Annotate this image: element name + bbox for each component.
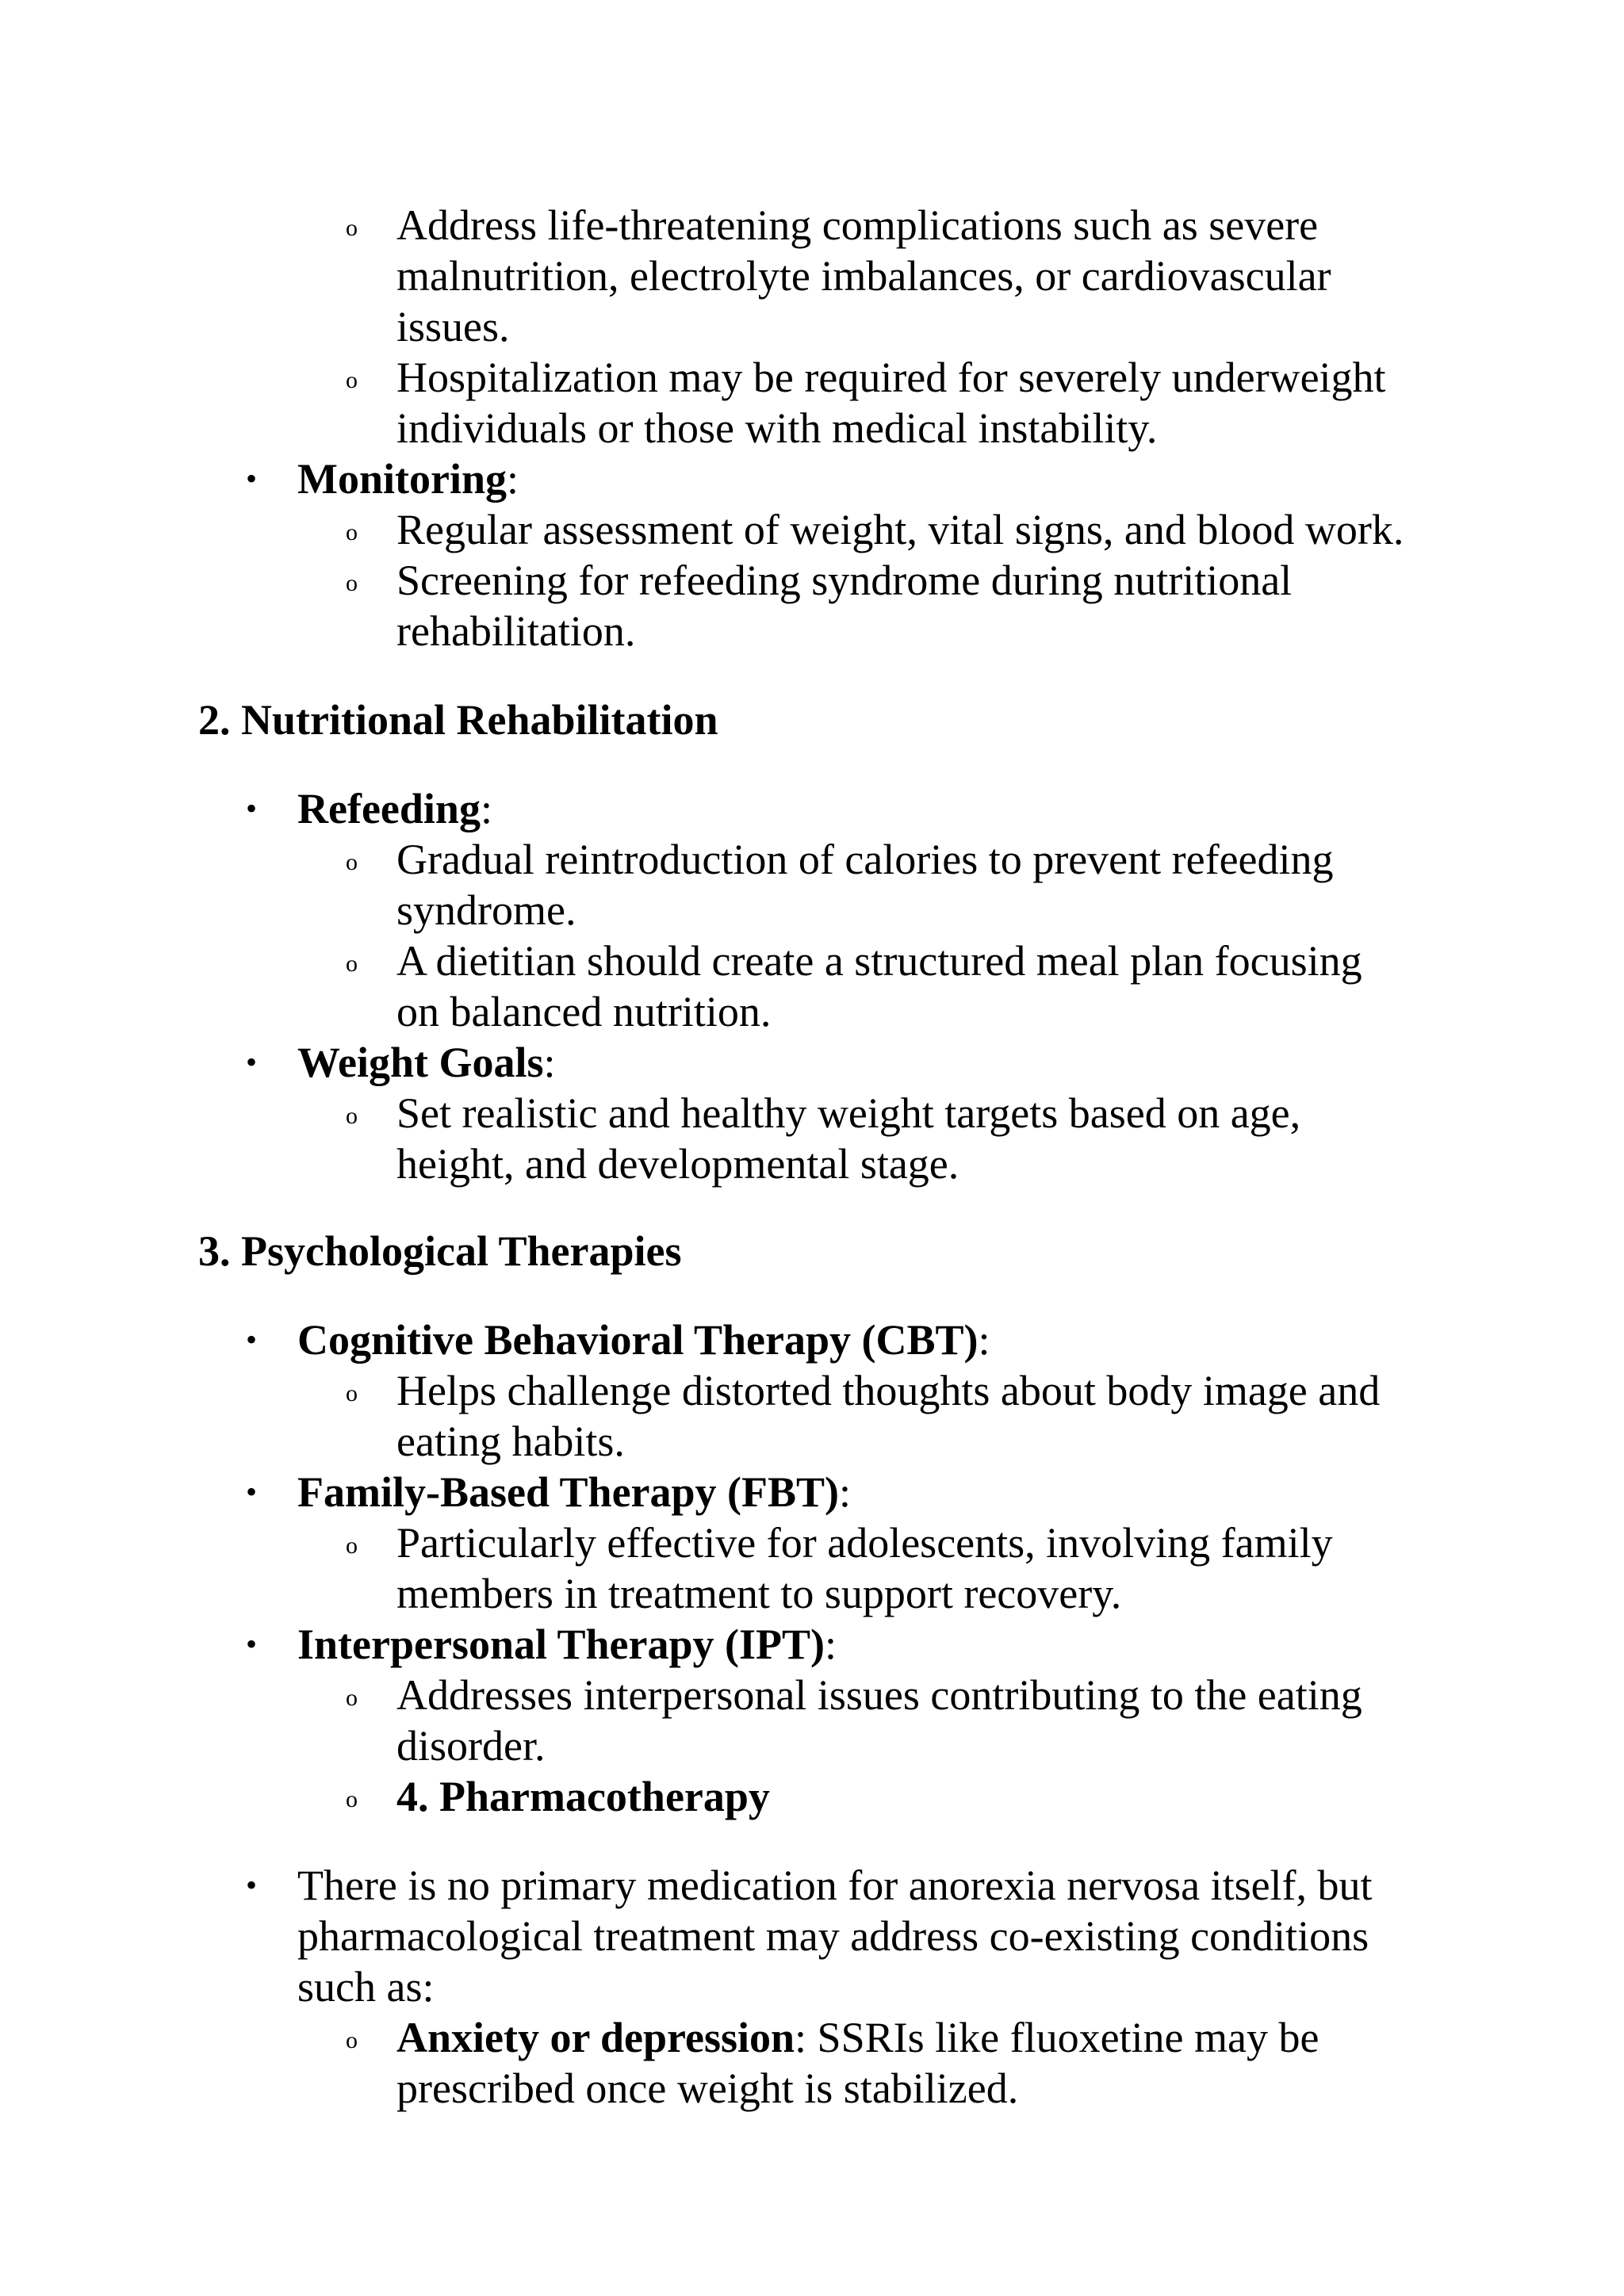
list-item-rest: : SSRIs like fluoxetine may be bbox=[795, 2014, 1320, 2061]
list-marker-bullet: • bbox=[246, 790, 258, 826]
list-item-refeeding bbox=[297, 783, 492, 834]
list-marker-circle: o bbox=[346, 1533, 358, 1559]
list-item-text: Screening for refeeding syndrome during nutritional bbox=[396, 557, 1293, 604]
colon: : bbox=[507, 455, 519, 503]
list-marker-circle: o bbox=[346, 951, 358, 977]
list-item-text: Gradual reintroduction of calories to prevent refeeding bbox=[396, 836, 1334, 883]
list-item-text: pharmacological treatment may address co-existing conditions bbox=[297, 1912, 1369, 1960]
list-item-text: prescribed once weight is stabilized. bbox=[396, 2064, 1019, 2112]
list-item-text: on balanced nutrition. bbox=[396, 988, 772, 1035]
colon: : bbox=[825, 1621, 837, 1668]
list-item-label: Refeeding bbox=[297, 785, 481, 832]
list-item-text: issues. bbox=[396, 303, 510, 350]
list-item-text: Addresses interpersonal issues contributing to the eating bbox=[396, 1671, 1362, 1719]
list-item-label: Anxiety or depression bbox=[396, 2014, 795, 2061]
list-item-text: syndrome. bbox=[396, 886, 576, 934]
list-marker-bullet: • bbox=[246, 1867, 258, 1903]
list-item-text: Regular assessment of weight, vital signs, and blood work. bbox=[396, 506, 1404, 553]
list-item-text: individuals or those with medical instability. bbox=[396, 404, 1158, 452]
list-item-anxiety bbox=[396, 2012, 1319, 2063]
list-item-text: such as: bbox=[297, 1963, 435, 2011]
section-heading: 3. Psychological Therapies bbox=[198, 1227, 682, 1275]
list-marker-circle: o bbox=[346, 1685, 358, 1711]
list-marker-bullet: • bbox=[246, 461, 258, 496]
list-marker-circle: o bbox=[346, 1380, 358, 1406]
list-item-text: eating habits. bbox=[396, 1418, 625, 1465]
list-item-text: Hospitalization may be required for severely underweight bbox=[396, 354, 1386, 401]
list-item-ipt bbox=[297, 1619, 837, 1670]
list-marker-circle: o bbox=[346, 1786, 358, 1812]
list-item-text: members in treatment to support recovery. bbox=[396, 1570, 1122, 1617]
list-marker-circle: o bbox=[346, 2027, 358, 2053]
list-item-label: Cognitive Behavioral Therapy (CBT) bbox=[297, 1316, 979, 1364]
section-heading-pharmacotherapy: 4. Pharmacotherapy bbox=[396, 1773, 770, 1820]
list-item-label: Monitoring bbox=[297, 455, 507, 503]
list-marker-circle: o bbox=[346, 849, 358, 875]
list-item-text: disorder. bbox=[396, 1722, 546, 1770]
list-marker-circle: o bbox=[346, 570, 358, 596]
list-item-monitoring bbox=[297, 453, 519, 504]
list-item-label: Interpersonal Therapy (IPT) bbox=[297, 1621, 825, 1668]
list-item-weight-goals bbox=[297, 1037, 556, 1088]
list-item-text: malnutrition, electrolyte imbalances, or cardiovascular bbox=[396, 252, 1331, 300]
section-heading: 2. Nutritional Rehabilitation bbox=[198, 696, 718, 744]
list-marker-bullet: • bbox=[246, 1044, 258, 1080]
list-marker-bullet: • bbox=[246, 1626, 258, 1662]
list-item-text: height, and developmental stage. bbox=[396, 1140, 959, 1188]
list-item-text: rehabilitation. bbox=[396, 607, 636, 655]
list-item-fbt bbox=[297, 1467, 851, 1517]
list-marker-circle: o bbox=[346, 367, 358, 393]
list-item-label: Weight Goals bbox=[297, 1039, 544, 1086]
list-marker-circle: o bbox=[346, 519, 358, 545]
colon: : bbox=[543, 1039, 556, 1086]
colon: : bbox=[978, 1316, 990, 1364]
list-item-text: Address life-threatening complications such as severe bbox=[396, 201, 1319, 249]
colon: : bbox=[839, 1468, 852, 1516]
list-item-text: A dietitian should create a structured meal plan focusing bbox=[396, 937, 1362, 985]
list-item-text: There is no primary medication for anorexia nervosa itself, but bbox=[297, 1862, 1373, 1909]
list-item-label: Family-Based Therapy (FBT) bbox=[297, 1468, 840, 1516]
list-marker-circle: o bbox=[346, 1103, 358, 1129]
list-item-text: Particularly effective for adolescents, involving family bbox=[396, 1519, 1333, 1567]
list-item-text: Helps challenge distorted thoughts about body image and bbox=[396, 1367, 1381, 1414]
list-marker-bullet: • bbox=[246, 1322, 258, 1357]
list-item-cbt bbox=[297, 1314, 990, 1365]
colon: : bbox=[480, 785, 492, 832]
list-marker-circle: o bbox=[346, 215, 358, 241]
list-marker-bullet: • bbox=[246, 1474, 258, 1510]
list-item-text: Set realistic and healthy weight targets based on age, bbox=[396, 1089, 1301, 1137]
